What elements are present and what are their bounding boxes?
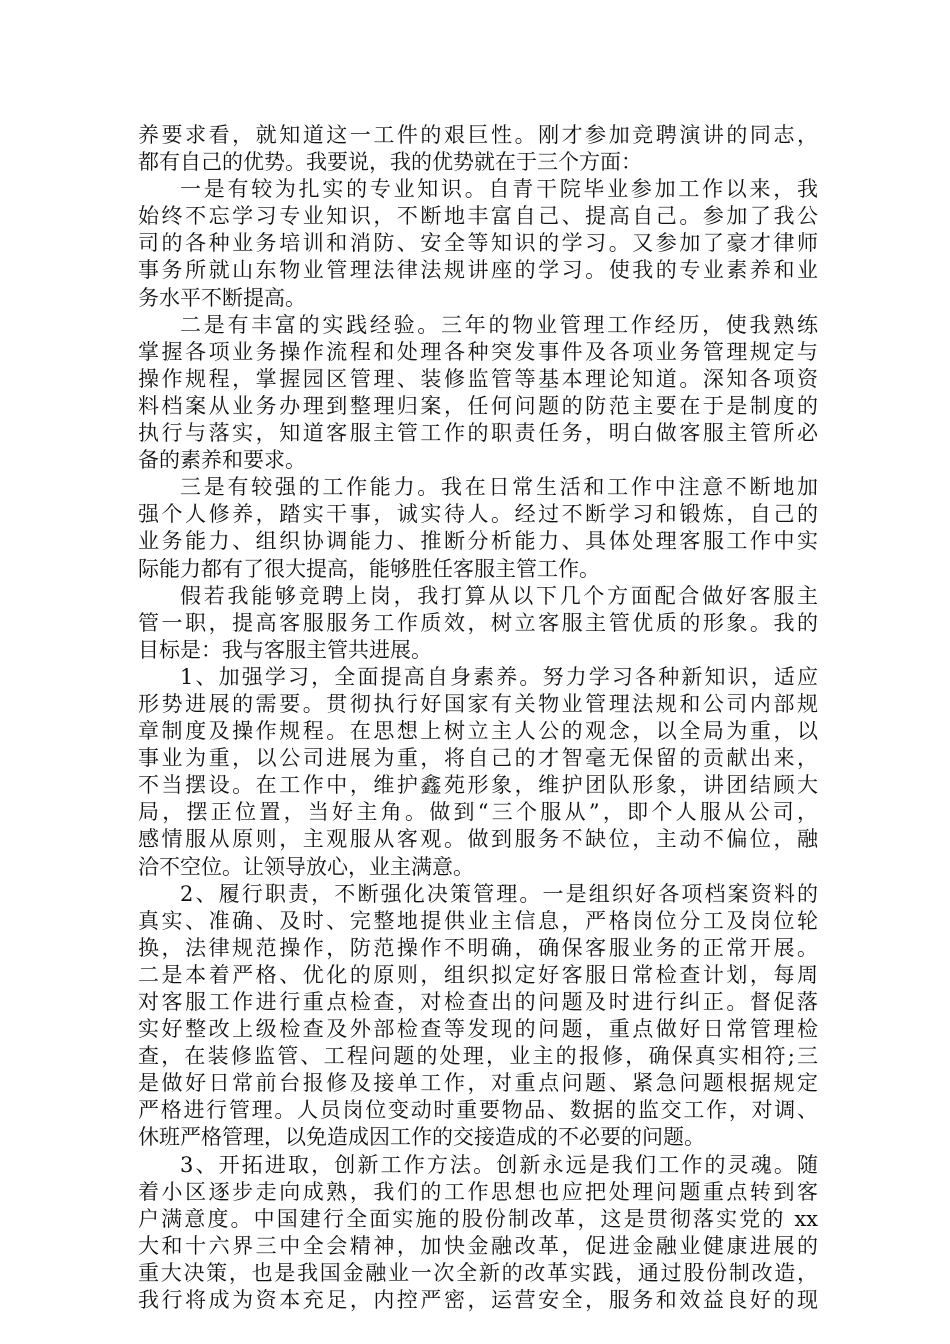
text-line: 二是有丰富的实践经验。三年的物业管理工作经历，使我熟练: [180, 312, 818, 337]
text-line: 掌握各项业务操作流程和处理各种突发事件及各项业务管理规定与: [138, 339, 818, 364]
text-line: 养要求看，就知道这一工件的艰巨性。刚才参加竞聘演讲的同志，: [138, 123, 818, 147]
text-line: 际能力都有了很大提高，能够胜任客服主管工作。: [138, 556, 600, 581]
text-line: 着小区逐步走向成熟，我们的工作思想也应把处理问题重点转到客: [138, 1179, 818, 1204]
text-line: 假若我能够竞聘上岗，我打算从以下几个方面配合做好客服主: [180, 583, 818, 608]
text-line: 1、加强学习，全面提高自身素养。努力学习各种新知识，适应: [180, 664, 818, 689]
text-line: 始终不忘学习专业知识，不断地丰富自己、提高自己。参加了我公: [138, 204, 818, 229]
text-line: 不当摆设。在工作中，维护鑫苑形象，维护团队形象，讲团结顾大: [138, 773, 818, 798]
text-line: 事业为重，以公司进展为重，将自己的才智毫无保留的贡献出来，: [138, 746, 818, 771]
text-line: 休班严格管理，以免造成因工作的交接造成的不必要的问题。: [138, 1125, 705, 1150]
text-line: 强个人修养，踏实干事，诚实待人。经过不断学习和锻炼，自己的: [138, 502, 818, 527]
text-line: 业务能力、组织协调能力、推断分析能力、具体处理客服工作中实: [138, 529, 818, 554]
text-line: 操作规程，掌握园区管理、装修监管等基本理论知道。深知各项资: [138, 366, 818, 391]
text-line: 务水平不断提高。: [138, 285, 306, 310]
text-line: 备的素养和要求。: [138, 448, 306, 473]
text-line: 管一职，提高客服服务工作质效，树立客服主管优质的形象。我的: [138, 610, 818, 635]
text-line: 洽不空位。让领导放心，业主满意。: [138, 854, 474, 879]
text-line: 司的各种业务培训和消防、安全等知识的学习。又参加了豪才律师: [138, 231, 818, 256]
text-line: 二是本着严格、优化的原则，组织拟定好客服日常检查计划，每周: [138, 962, 818, 987]
text-line: 料档案从业务办理到整理归案，任何问题的防范主要在于是制度的: [138, 393, 818, 418]
text-line: 一是有较为扎实的专业知识。自青干院毕业参加工作以来，我: [180, 177, 818, 202]
text-line: 严格进行管理。人员岗位变动时重要物品、数据的监交工作，对调、: [138, 1098, 818, 1123]
text-line: 都有自己的优势。我要说，我的优势就在于三个方面：: [138, 150, 642, 175]
text-line: 目标是：我与客服主管共进展。: [138, 637, 432, 662]
text-line: 真实、准确、及时、完整地提供业主信息，严格岗位分工及岗位轮: [138, 908, 818, 933]
document-page: [138, 122, 818, 1314]
text-line: 局，摆正位置，当好主角。做到“三个服从”，即个人服从公司，: [138, 800, 818, 825]
text-line: 事务所就山东物业管理法律法规讲座的学习。使我的专业素养和业: [138, 258, 818, 283]
text-line: 大和十六界三中全会精神，加快金融改革，促进金融业健康进展的: [138, 1233, 818, 1258]
text-line: 感情服从原则，主观服从客观。做到服务不缺位，主动不偏位，融: [138, 827, 818, 852]
text-line: 形势进展的需要。贯彻执行好国家有关物业管理法规和公司内部规: [138, 691, 818, 716]
text-line: 执行与落实，知道客服主管工作的职责任务，明白做客服主管所必: [138, 421, 818, 446]
text-line: 我行将成为资本充足，内控严密，运营安全，服务和效益良好的现: [138, 1288, 818, 1313]
text-line: 三是有较强的工作能力。我在日常生活和工作中注意不断地加: [180, 475, 818, 500]
text-line: 实好整改上级检查及外部检查等发现的问题，重点做好日常管理检: [138, 1017, 818, 1042]
text-line: 3、开拓进取，创新工作方法。创新永远是我们工作的灵魂。随: [180, 1152, 818, 1177]
text-line: 章制度及操作规程。在思想上树立主人公的观念，以全局为重，以: [138, 719, 818, 744]
text-line: 是做好日常前台报修及接单工作，对重点问题、紧急问题根据规定: [138, 1071, 818, 1096]
text-line: 重大决策，也是我国金融业一次全新的改革实践，通过股份制改造，: [138, 1260, 818, 1285]
text-line: 查，在装修监管、工程问题的处理，业主的报修，确保真实相符;三: [138, 1044, 818, 1069]
text-line: 对客服工作进行重点检查，对检查出的问题及时进行纠正。督促落: [138, 990, 818, 1014]
text-line: 换，法律规范操作，防范操作不明确，确保客服业务的正常开展。: [138, 935, 818, 960]
text-line: 户满意度。中国建行全面实施的股份制改革，这是贯彻落实党的 xx: [138, 1206, 818, 1231]
text-line: 2、履行职责，不断强化决策管理。一是组织好各项档案资料的: [180, 881, 818, 906]
